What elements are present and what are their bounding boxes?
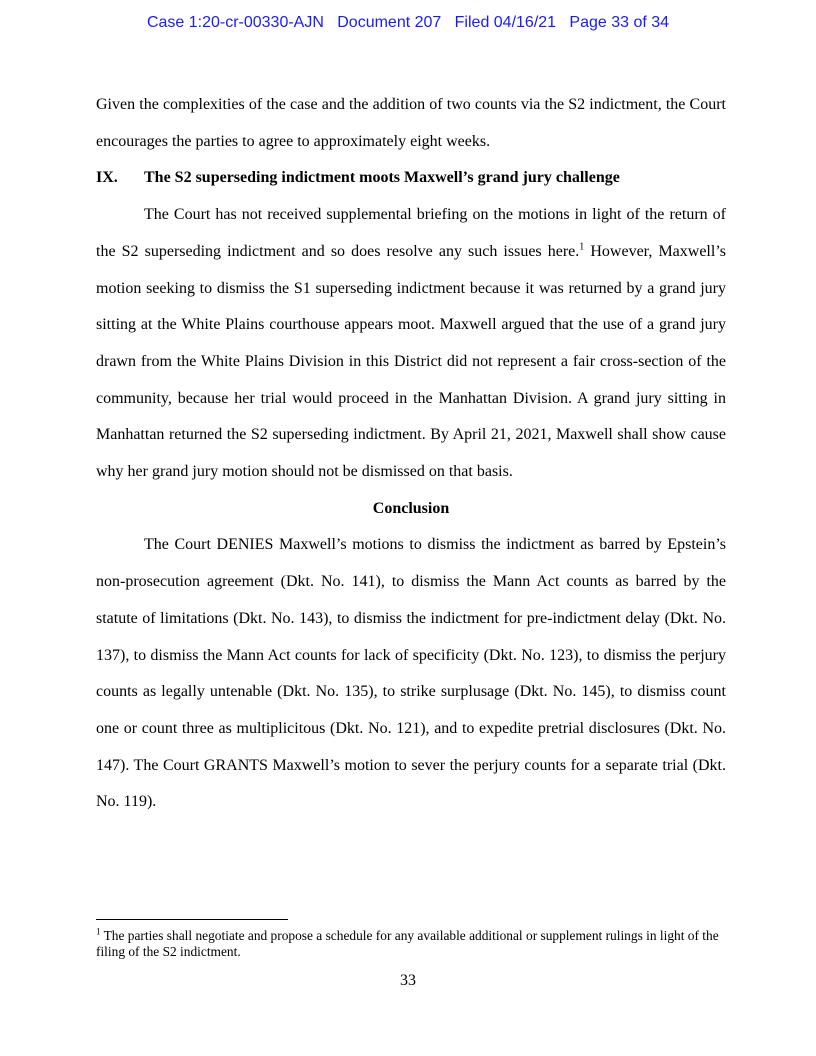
case-number: Case 1:20-cr-00330-AJN	[146, 14, 324, 31]
intro-paragraph: Given the complexities of the case and the addition of two counts via the S2 indictment, the Court encourages the parties to agree to approximately eight weeks.	[96, 96, 726, 150]
section-title: The S2 superseding indictment moots Maxwell’s grand jury challenge	[144, 169, 620, 187]
footnote-reference: 1	[579, 241, 585, 253]
conclusion-heading: Conclusion	[372, 499, 450, 517]
section-number: IX.	[96, 169, 118, 187]
filed-date: Filed 04/16/21	[454, 14, 557, 31]
footnote-marker: 1	[96, 926, 101, 937]
moot-text-a: The Court has not received supplemental briefing on the motions in light of the return of the S2 superseding indictment and so does resolve any such issues here.	[96, 206, 726, 260]
moot-text-b: However, Maxwell’s motion seeking to dismiss the S1 superseding indictment because it was returned by a grand jury sitting at the White Plains courthouse appears moot. Maxwell argued that the use of a grand jury drawn from the White Plains Division in this District did not represent a fair cross-section of the community, because her trial would proceed in the Manhattan Division. A grand jury sitting in Manhattan returned the S2 superseding indictment. By April 21, 2021, Maxwell shall show cause why her grand jury motion should not be dismissed on that basis.	[96, 242, 726, 481]
page-indicator: Page 33 of 34	[569, 14, 670, 31]
page-number: 33	[400, 972, 416, 989]
body-text	[96, 87, 726, 821]
section-heading	[96, 160, 726, 197]
moot-paragraph	[96, 197, 726, 491]
footnote-text: The parties shall negotiate and propose a schedule for any available additional or supplement rulings in light of the filing of the S2 indictment.	[96, 928, 719, 959]
conclusion-paragraph: The Court DENIES Maxwell’s motions to dismiss the indictment as barred by Epstein’s non-prosecution agreement (Dkt. No. 141), to dismiss the Mann Act counts as barred by the statute of limitations (Dkt. No. 143), to dismiss the indictment for pre-indictment delay (Dkt. No. 137), to dismiss the Mann Act counts for lack of specificity (Dkt. No. 123), to dismiss the perjury counts as legally untenable (Dkt. No. 135), to strike surplusage (Dkt. No. 145), to dismiss count one or count three as multiplicitous (Dkt. No. 121), and to expedite pretrial disclosures (Dkt. No. 147). The Court GRANTS Maxwell’s motion to sever the perjury counts for a separate trial (Dkt. No. 119).	[96, 536, 726, 811]
footnote-divider	[96, 919, 288, 920]
footnote	[96, 928, 722, 960]
case-header	[0, 14, 816, 32]
document-number: Document 207	[337, 14, 442, 31]
